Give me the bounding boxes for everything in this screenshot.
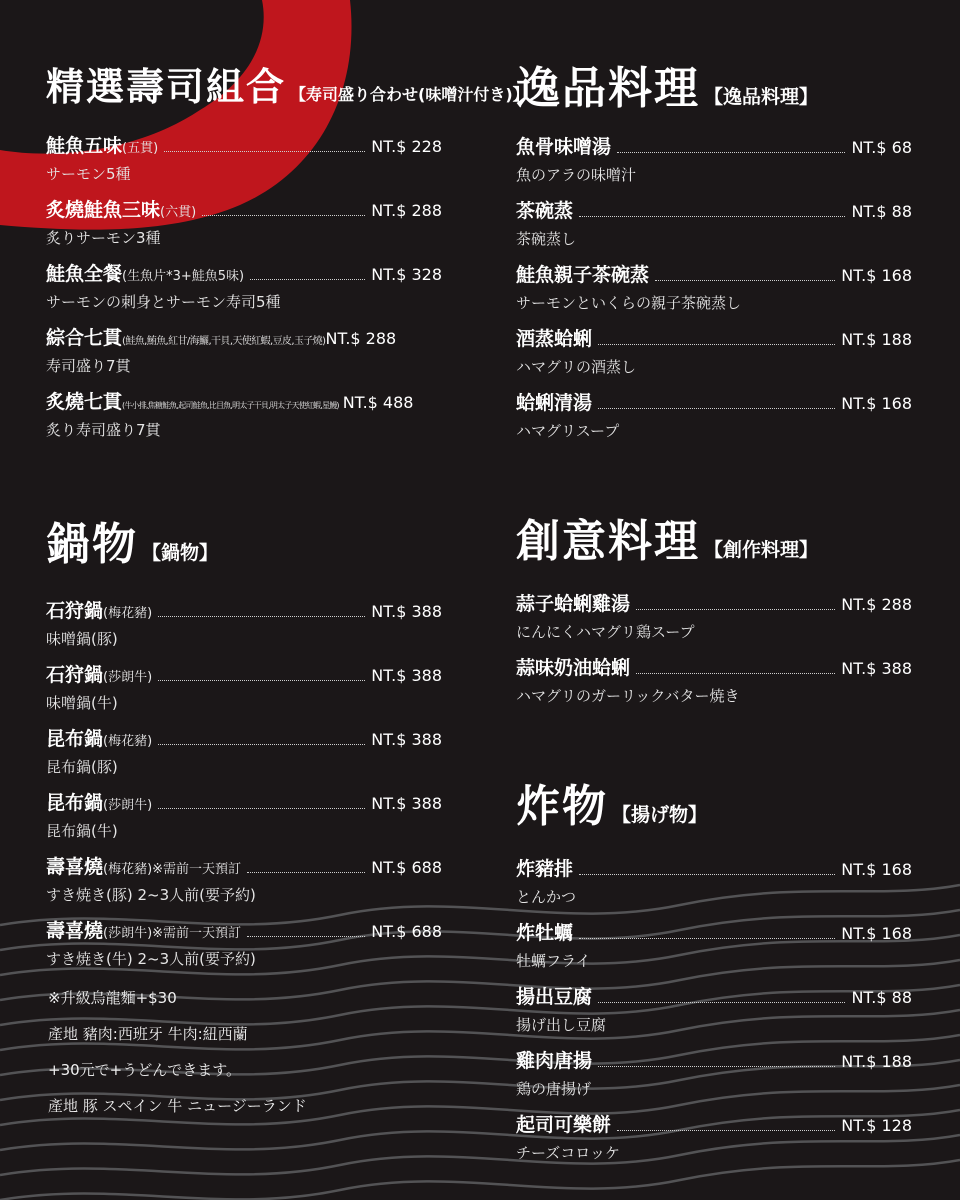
item-price: NT.$ 688 [371,922,442,941]
leader-dots [655,280,835,281]
menu-item [516,1110,912,1174]
menu-item [46,596,442,660]
leader-dots [579,216,845,217]
section-title: 鍋物 [46,519,138,570]
menu-item [516,388,912,452]
footnote: 產地 豬肉:西班牙 牛肉:紐西蘭 [48,1025,248,1043]
menu-item [516,589,912,653]
menu-item [516,260,912,324]
section-special [516,52,912,452]
item-price: NT.$ 188 [841,330,912,349]
item-name: 炸豬排 [516,858,574,880]
item-japanese: サーモンといくらの親子茶碗蒸し [516,294,742,312]
leader-dots [617,152,845,153]
leader-dots [158,680,365,681]
menu-item [46,387,442,451]
menu-item [46,724,442,788]
item-name: 炸牡蠣 [516,922,574,944]
item-name: 昆布鍋 [46,792,104,814]
section-header [46,56,529,111]
item-price: NT.$ 388 [371,666,442,685]
item-price: NT.$ 288 [371,201,442,220]
item-name: 茶碗蒸 [516,200,574,222]
item-japanese: すき焼き(牛) 2~3人前(要予約) [46,950,256,968]
leader-dots [247,872,365,873]
leader-dots [250,279,365,280]
menu-item [46,259,442,323]
item-note: (莎朗牛) [103,798,153,813]
item-japanese: ハマグリのガーリックバター焼き [516,687,740,705]
section-title: 精選壽司組合 [46,65,287,109]
item-name: 起司可樂餅 [516,1114,612,1136]
section-subtitle: 【寿司盛り合わせ(味噌汁付き)】 [290,85,529,104]
menu-item [516,653,912,717]
item-note: (梅花豬) [103,734,153,749]
item-note: (六貫) [160,205,197,220]
item-price: NT.$ 388 [841,659,912,678]
item-japanese: 寿司盛り7貫 [46,357,131,375]
section-subtitle: 【鍋物】 [142,542,219,564]
item-price: NT.$ 128 [841,1116,912,1135]
menu-item [46,788,442,852]
footnotes [48,986,307,1130]
item-japanese: サーモン5種 [46,165,131,183]
item-name: 鮭魚親子茶碗蒸 [516,264,650,286]
section-subtitle: 【揚げ物】 [612,804,708,826]
item-price: NT.$ 88 [851,988,912,1007]
leader-dots [598,1066,835,1067]
leader-dots [247,936,365,937]
item-japanese: 味噌鍋(豚) [46,630,118,648]
item-japanese: 茶碗蒸し [516,230,577,248]
item-name: 蛤蜊清湯 [516,392,593,414]
menu-item [516,196,912,260]
item-japanese: 鶏の唐揚げ [516,1080,592,1098]
item-list [46,596,442,980]
section-subtitle: 【逸品料理】 [704,86,819,108]
section-hotpot [46,508,442,980]
menu-item [516,918,912,982]
menu-item [46,916,442,980]
footnote: ※升級烏龍麵+$30 [48,989,177,1007]
item-japanese: 味噌鍋(牛) [46,694,118,712]
section-title: 逸品料理 [516,63,700,114]
menu-item [46,323,442,387]
item-name: 昆布鍋 [46,728,104,750]
menu-item [516,1046,912,1110]
footnote: +30元で+うどんできます。 [48,1061,242,1079]
menu-item [516,324,912,388]
menu-item [46,660,442,724]
item-price: NT.$ 228 [371,137,442,156]
section-fried [516,770,912,1174]
menu-item [46,852,442,916]
menu-item [516,132,912,196]
leader-dots [598,344,835,345]
menu-item [46,195,442,259]
item-price: NT.$ 388 [371,602,442,621]
leader-dots [598,1002,845,1003]
item-list [516,132,912,452]
leader-dots [636,673,835,674]
leader-dots [636,609,835,610]
leader-dots [164,151,365,152]
item-price: NT.$ 88 [851,202,912,221]
leader-dots [202,215,365,216]
item-japanese: ハマグリの酒蒸し [516,358,637,376]
item-japanese: サーモンの刺身とサーモン寿司5種 [46,293,281,311]
item-name: 雞肉唐揚 [516,1050,593,1072]
item-note: (生魚片*3+鮭魚5味) [122,269,245,284]
item-price: NT.$ 168 [841,860,912,879]
item-name: 綜合七貫 [46,327,123,349]
item-japanese: 昆布鍋(豚) [46,758,118,776]
item-name: 石狩鍋 [46,600,104,622]
item-japanese: にんにくハマグリ鶏スープ [516,623,695,641]
item-list [516,589,912,717]
item-note: (莎朗牛) [103,670,153,685]
item-name: 蒜子蛤蜊雞湯 [516,593,631,615]
leader-dots [579,938,835,939]
item-japanese: 炙り寿司盛り7貫 [46,421,161,439]
item-name: 壽喜燒 [46,856,104,878]
item-japanese: 魚のアラの味噌汁 [516,166,637,184]
item-japanese: 炙りサーモン3種 [46,229,161,247]
item-name: 壽喜燒 [46,920,104,942]
item-name: 鮭魚全餐 [46,263,123,285]
item-japanese: 昆布鍋(牛) [46,822,118,840]
section-header [46,508,442,572]
item-price: NT.$ 688 [371,858,442,877]
item-japanese: 揚げ出し豆腐 [516,1016,607,1034]
item-price: NT.$ 168 [841,924,912,943]
item-japanese: すき焼き(豚) 2~3人前(要予約) [46,886,256,904]
leader-dots [617,1130,835,1131]
item-price: NT.$ 288 [841,595,912,614]
item-name: 揚出豆腐 [516,986,593,1008]
item-price: NT.$ 488 [342,393,414,412]
item-price: NT.$ 188 [841,1052,912,1071]
section-header [516,52,912,116]
section-title: 炸物 [516,781,608,832]
item-name: 鮭魚五味 [46,135,123,157]
section-sushi [46,56,529,451]
footnote: 產地 豚 スペイン 牛 ニュージーランド [48,1097,307,1115]
item-japanese: ハマグリスープ [516,422,620,440]
item-name: 石狩鍋 [46,664,104,686]
menu-item [46,131,442,195]
item-note: (莎朗牛)※需前一天預訂 [103,926,242,941]
menu-item [516,982,912,1046]
item-price: NT.$ 388 [371,730,442,749]
item-japanese: とんかつ [516,888,577,906]
item-japanese: 牡蠣フライ [516,952,591,970]
leader-dots [598,408,835,409]
item-name: 酒蒸蛤蜊 [516,328,593,350]
item-note: (鮭魚,鮪魚,紅甘/海鱺,干貝,天使紅蝦,豆皮,玉子燒) [122,336,326,347]
item-note: (牛小排,焦糖鮭魚,起司鮭魚,比目魚,明太子干貝,明太子天使紅蝦,星鰻) [122,401,339,410]
section-title: 創意料理 [516,516,700,567]
leader-dots [579,874,835,875]
item-price: NT.$ 68 [851,138,912,157]
item-list [46,131,442,451]
section-header [516,770,912,834]
item-price: NT.$ 168 [841,394,912,413]
leader-dots [158,744,365,745]
item-list [516,854,912,1174]
item-note: (梅花豬) [103,606,153,621]
leader-dots [158,808,365,809]
item-note: (梅花豬)※需前一天預訂 [103,862,242,877]
item-name: 炙燒七貫 [46,391,123,413]
item-name: 魚骨味噌湯 [516,136,612,158]
section-creative [516,505,912,717]
item-price: NT.$ 288 [325,329,397,348]
item-name: 炙燒鮭魚三味 [46,199,161,221]
item-name: 蒜味奶油蛤蜊 [516,657,631,679]
item-price: NT.$ 168 [841,266,912,285]
leader-dots [158,616,365,617]
section-header [516,505,912,569]
section-subtitle: 【創作料理】 [704,539,819,561]
item-japanese: チーズコロッケ [516,1144,620,1162]
item-note: (五貫) [122,141,159,156]
item-price: NT.$ 328 [371,265,442,284]
item-price: NT.$ 388 [371,794,442,813]
menu-item [516,854,912,918]
